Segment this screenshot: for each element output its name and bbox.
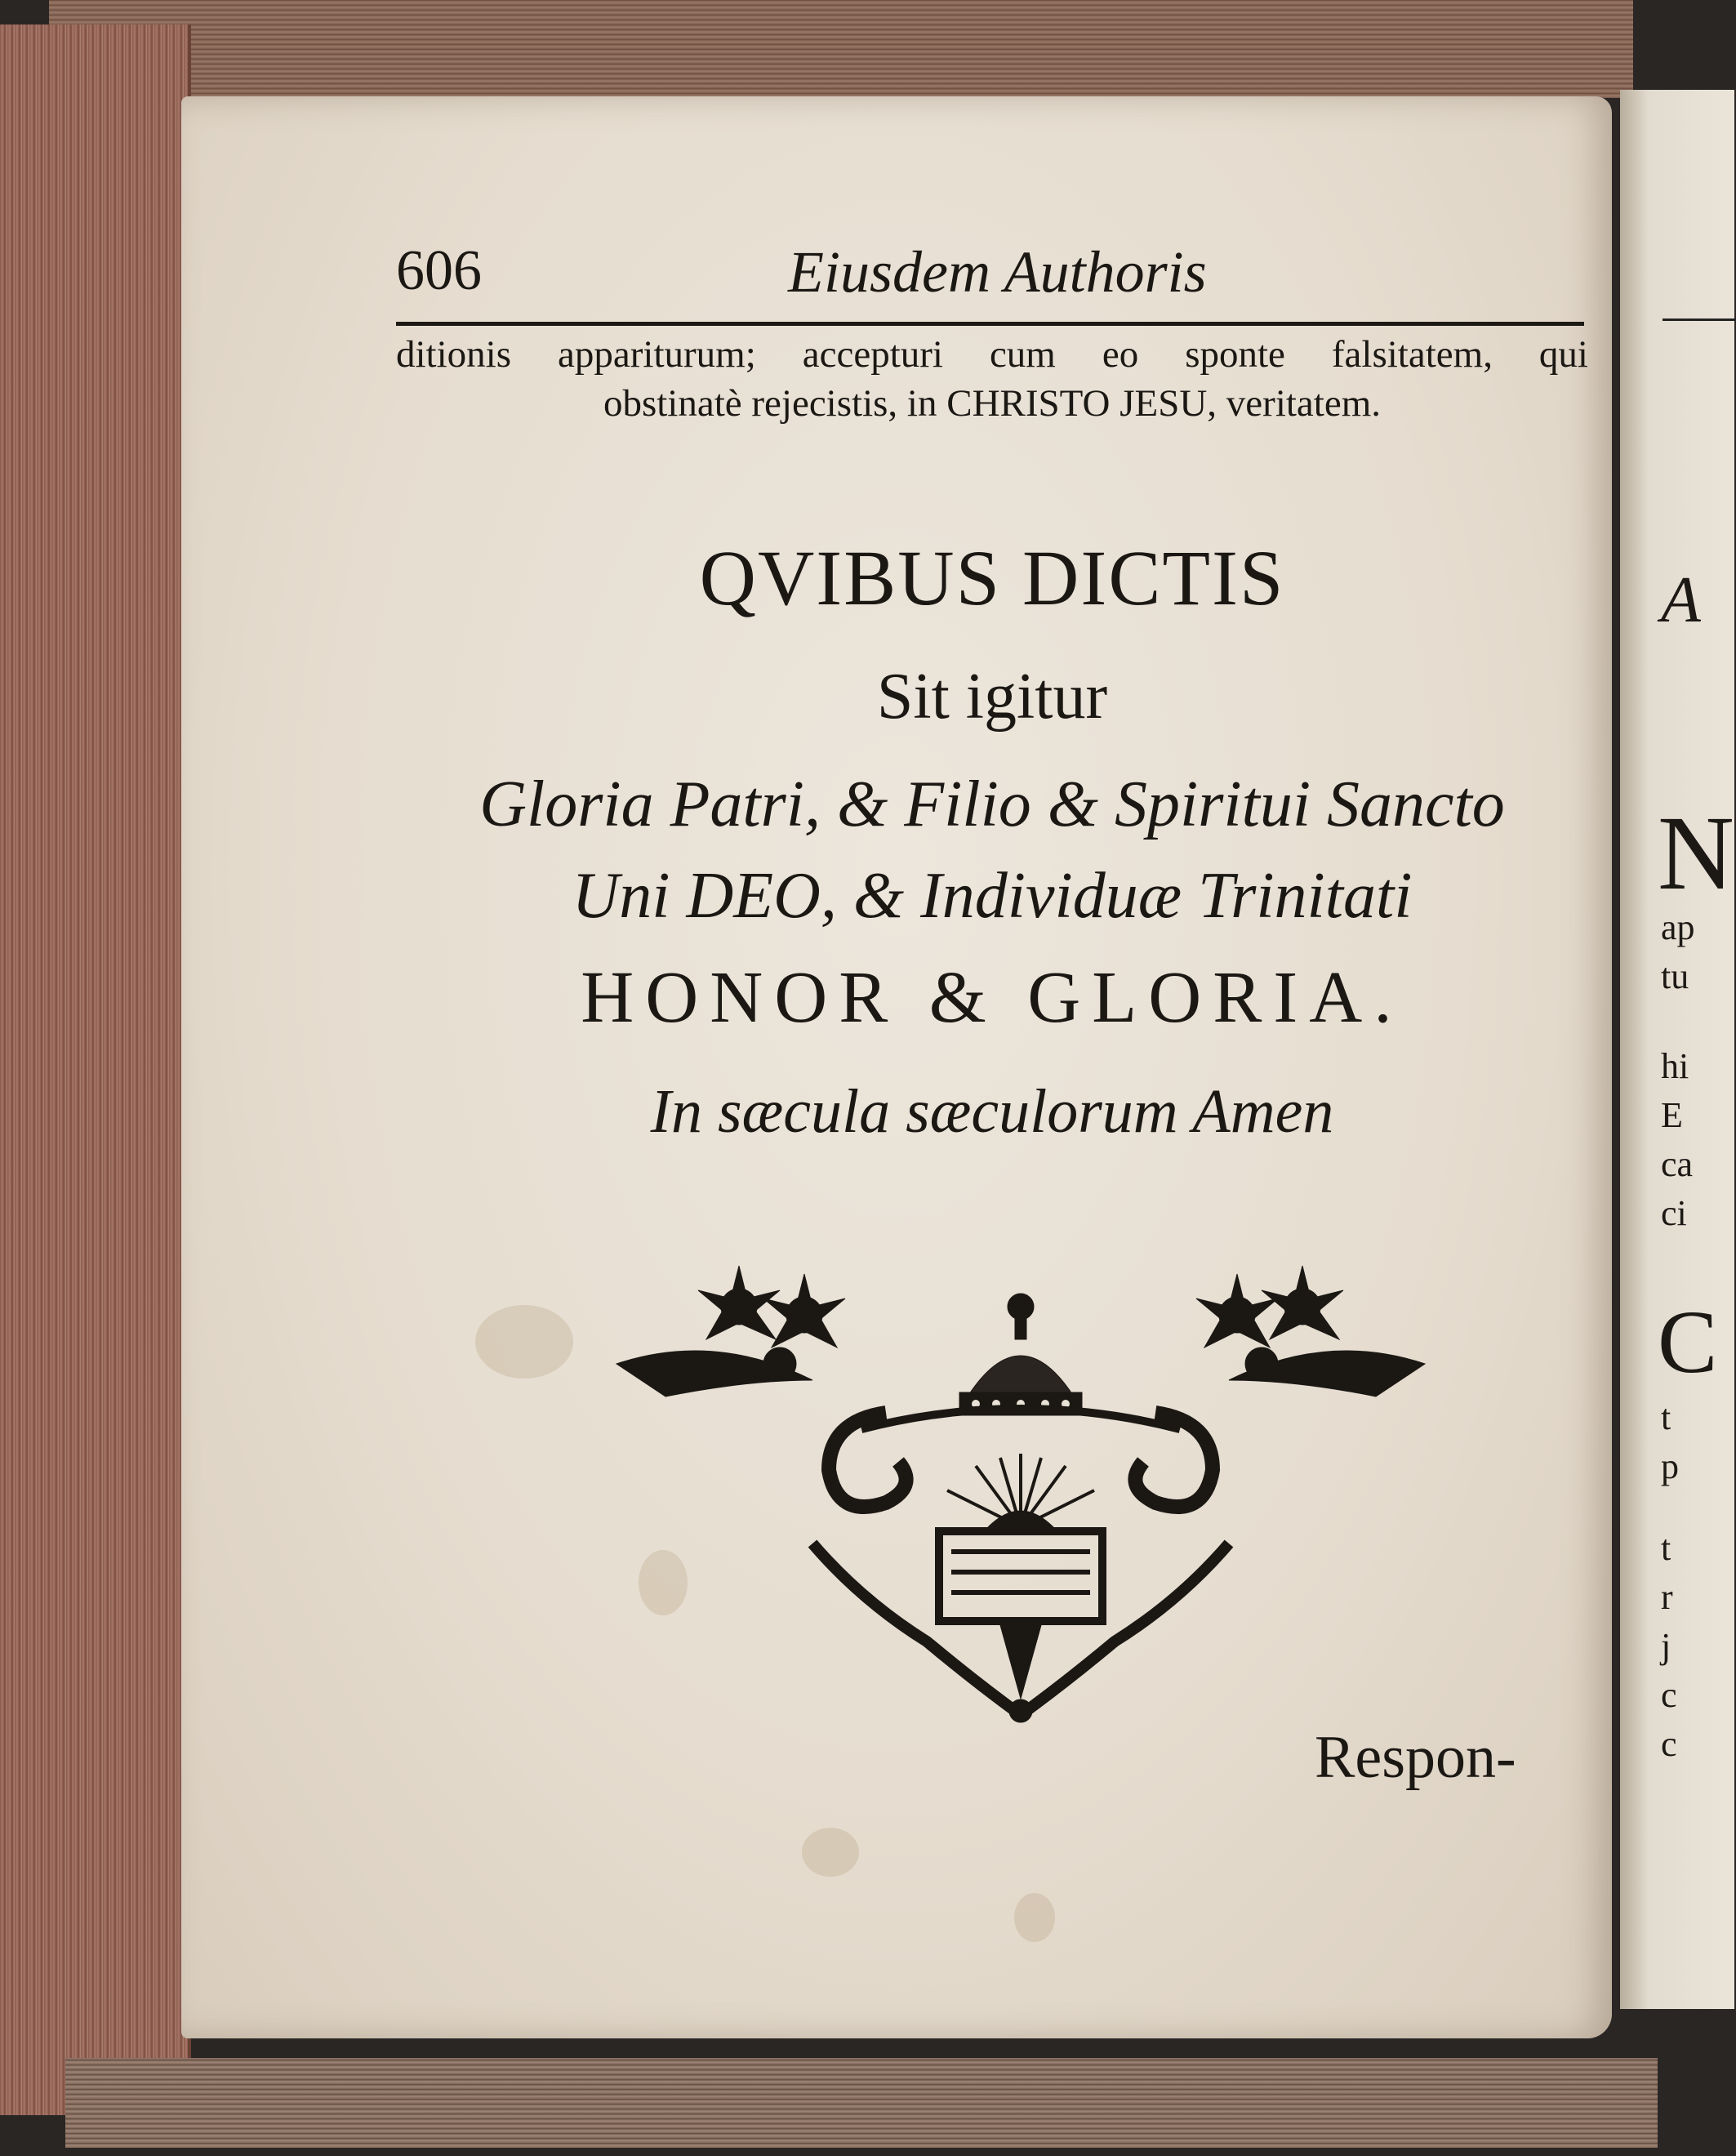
facing-fragment: j (1661, 1626, 1671, 1666)
running-title: Eiusdem Authoris (788, 239, 1207, 305)
subheading: Sit igitur (876, 661, 1108, 733)
doxology-line: Uni DEO, & Individuæ Trinitati (572, 860, 1413, 932)
facing-fragment: t (1661, 1397, 1671, 1437)
doxology-line: Gloria Patri, & Filio & Spiritui Sancto (479, 768, 1505, 840)
facing-fragment: c (1661, 1724, 1677, 1764)
closing-line: In sæcula sæculorum Amen (650, 1077, 1334, 1146)
book-fore-edge (0, 24, 191, 2115)
facing-fragment: r (1661, 1577, 1673, 1617)
carry-over-paragraph (396, 330, 1588, 428)
page-number: 606 (396, 239, 482, 302)
header-rule (396, 322, 1584, 326)
facing-fragment: E (1661, 1095, 1683, 1135)
carry-over-line: obstinatè rejecistis, in CHRISTO JESU, veritatem. (603, 382, 1382, 425)
facing-fragment: t (1661, 1528, 1671, 1568)
page-header (396, 238, 1588, 320)
facing-fragment: tu (1661, 956, 1689, 996)
catchword: Respon- (1315, 1724, 1516, 1791)
facing-fragment: A (1661, 564, 1701, 636)
facing-fragment: hi (1661, 1046, 1689, 1086)
foxing-stain (1014, 1893, 1055, 1942)
book-top-edge (49, 0, 1633, 98)
honor-line: HONOR & GLORIA. (581, 957, 1404, 1038)
foxing-stain (475, 1305, 573, 1379)
facing-fragment: p (1661, 1446, 1679, 1486)
carry-over-line: ditionis appariturum; accepturi cum eo sponte falsitatem, qui (396, 333, 1588, 376)
facing-fragment: N (1658, 795, 1734, 912)
facing-fragment: c (1661, 1675, 1677, 1715)
main-heading: QVIBUS DICTIS (699, 534, 1285, 621)
woodcut-ornament (617, 1258, 1425, 1731)
facing-page (1620, 90, 1734, 2009)
facing-fragment: ci (1661, 1193, 1687, 1233)
facing-fragment: ca (1661, 1144, 1694, 1184)
facing-fragment: ap (1661, 907, 1695, 947)
foxing-stain (802, 1828, 859, 1877)
facing-page-rule (1663, 318, 1736, 321)
facing-fragment: C (1658, 1292, 1718, 1392)
book-bottom-edge (65, 2058, 1658, 2148)
